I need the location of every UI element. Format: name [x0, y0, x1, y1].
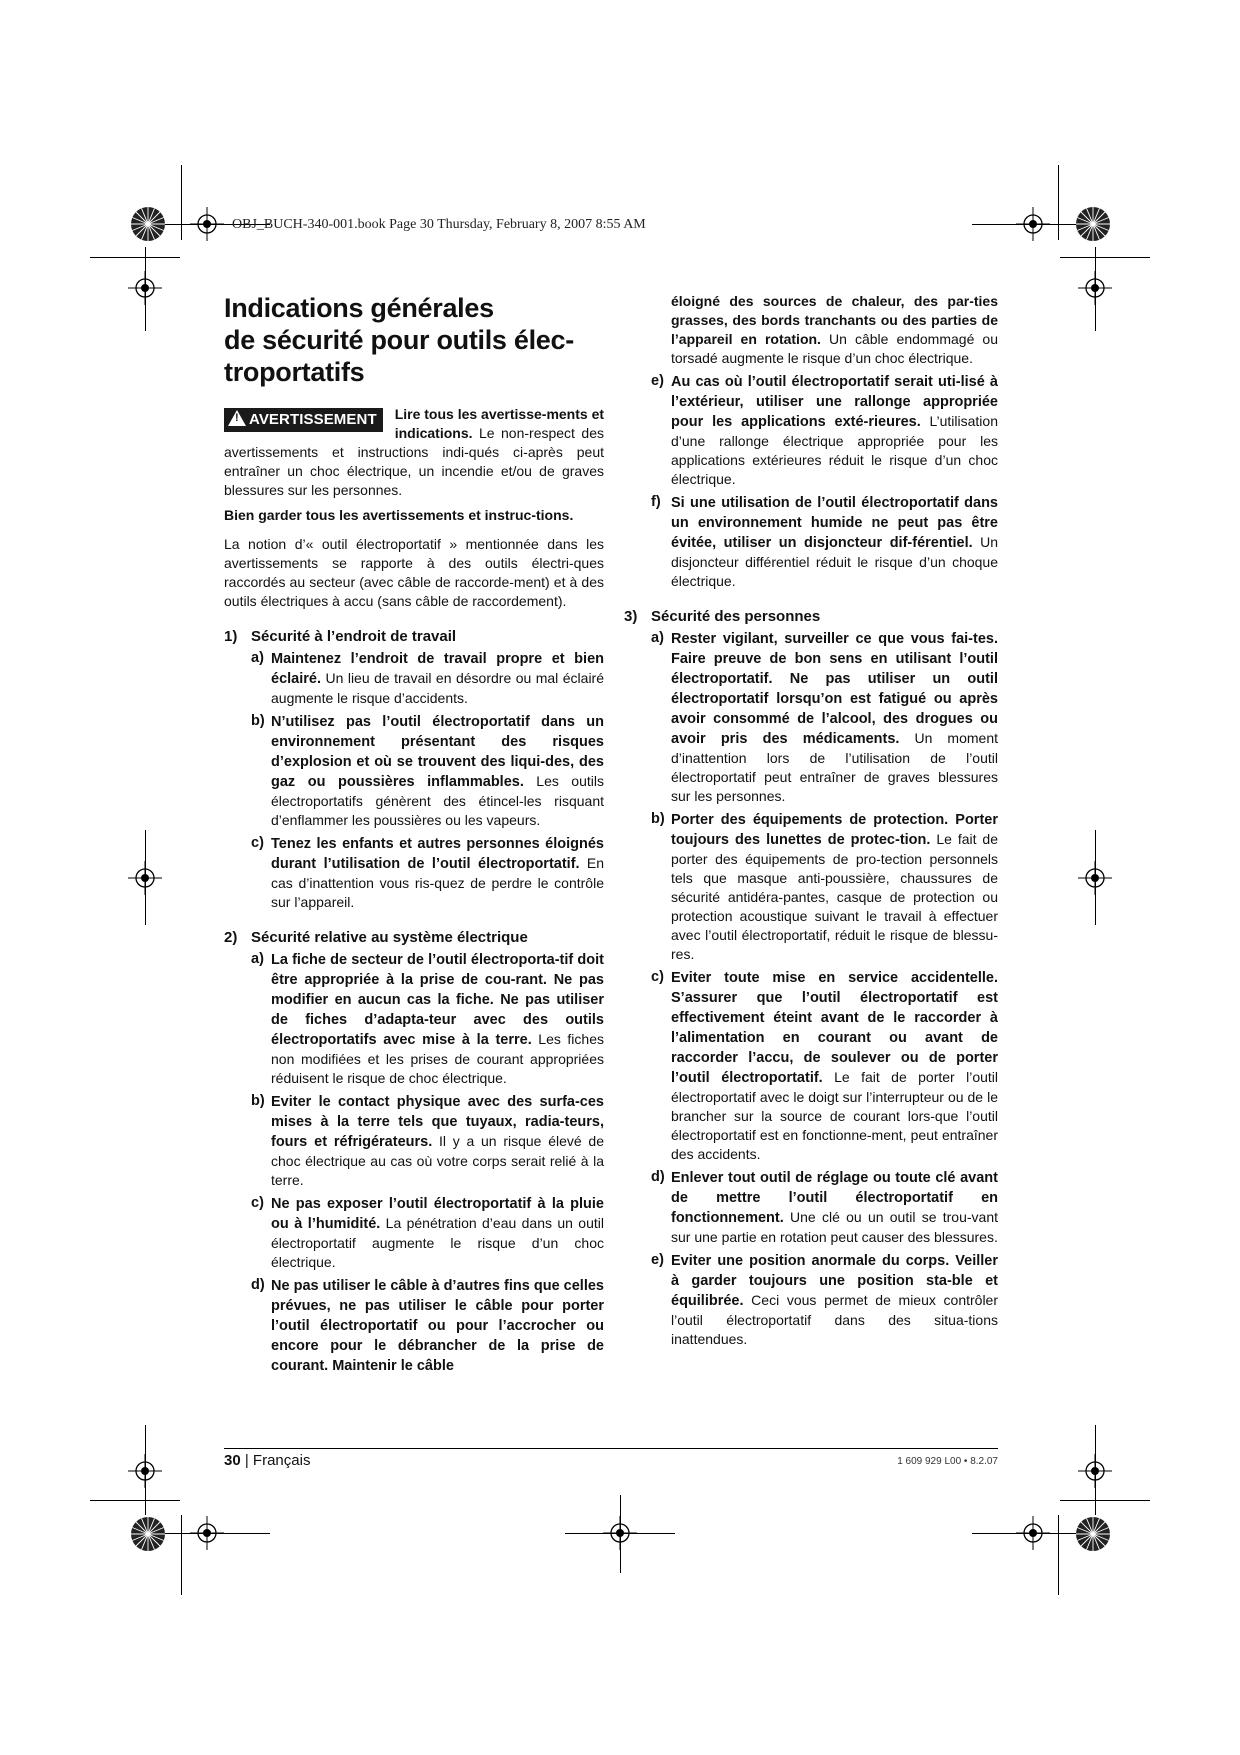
item-lead: Enlever tout outil de réglage ou toute clé avant de mettre l’outil électroportatif en fonctionnement. [671, 1170, 998, 1226]
crop-mark [90, 1500, 180, 1501]
item-lead: Porter des équipements de protection. Porter toujours des lunettes de protec-tion. [671, 812, 998, 848]
item-letter: c) [251, 1195, 264, 1211]
left-column [224, 292, 604, 1380]
item-letter: b) [251, 713, 265, 729]
item-letter: a) [651, 630, 664, 646]
crop-mark [1060, 257, 1150, 258]
crop-mark [972, 1533, 1082, 1534]
item-text: Les outils électroportatifs génèrent des étincel-les risquant d’enflammer les poussières ou les vapeurs. [271, 773, 604, 828]
crop-mark [620, 1495, 621, 1573]
item-letter: d) [251, 1277, 265, 1293]
crop-mark [1060, 1500, 1150, 1501]
list-item [251, 712, 604, 830]
section-number: 1) [224, 628, 238, 645]
item-letter: a) [251, 650, 264, 666]
notion-paragraph: La notion d’« outil électroportatif » mentionnée dans les avertissements se rapporte à des outils électri-ques raccordés au secteur (avec câble de raccorde-ment) et à des outils électriques à accu (sans câble de raccordement). [224, 536, 604, 609]
item-lead: N’utilisez pas l’outil électroportatif dans un environnement présentant des risques d’explosion et où se trouvent des liqui-des, des gaz ou poussières inflammables. [271, 714, 604, 790]
item-text: Le fait de porter des équipements de pro-tection personnels tels que masque anti-poussière, chaussures de sécurité antidéra-pantes, casque de protection ou protection acoustique suivant le travail à effectuer avec l’outil électroportatif, réduit le risque de blessu-res. [671, 831, 998, 962]
list-item [651, 1168, 998, 1247]
item-lead: Au cas où l’outil électroportatif serait uti-lisé à l’extérieur, utiliser une rallonge appropriée pour les applications exté-rieures. [671, 374, 998, 430]
item-letter: c) [651, 969, 664, 985]
page-footer-label [224, 1452, 310, 1469]
list-item [251, 649, 604, 708]
list-item [251, 834, 604, 912]
item-lead: Ne pas utiliser le câble à d’autres fins que celles prévues, ne pas utiliser le câble pour porter l’outil électroportatif ou pour l’accrocher ou encore pour le débrancher de la prise de courant. Maintenir le câble [271, 1278, 604, 1374]
list-item [251, 1092, 604, 1190]
registration-target-icon [1078, 1454, 1112, 1488]
title-line: Indications générales [224, 293, 494, 323]
list-item [251, 1276, 604, 1376]
warning-text: Le non-respect des avertissements et instructions indi-qués ci-après peut entraîner un choc électrique, un incendie et/ou de graves blessures sur les personnes. [224, 425, 604, 498]
item-text: En cas d’inattention vous ris-quez de perdre le contrôle sur l’appareil. [271, 855, 605, 910]
item-letter: d) [651, 1169, 665, 1185]
footer-language: Français [252, 1452, 311, 1469]
section-title: Sécurité des personnes [651, 608, 821, 625]
right-column [624, 292, 998, 1353]
list-item [251, 1194, 604, 1272]
warning-lead: Lire tous les avertisse-ments et indications. [394, 406, 605, 441]
item-letter: e) [651, 373, 664, 389]
footer-separator: | [240, 1452, 253, 1469]
list-item [651, 372, 998, 489]
list-item [651, 810, 998, 964]
document-code: 1 609 929 L00 • 8.2.07 [897, 1456, 998, 1467]
item-lead: Eviter une position anormale du corps. Veiller à garder toujours une position sta-ble et équilibrée. [671, 1253, 998, 1309]
starburst-mark-icon [1075, 206, 1111, 242]
page-number: 30 [224, 1452, 241, 1469]
item-text: Un disjoncteur différentiel réduit le risque d’un choque électrique. [671, 534, 998, 589]
warning-badge-label: AVERTISSEMENT [249, 411, 377, 428]
registration-target-icon [128, 861, 162, 895]
keep-instructions: Bien garder tous les avertissements et instruc-tions. [224, 507, 574, 523]
section-number: 2) [224, 929, 238, 946]
item-text: Un câble endommagé ou torsadé augmente le risque d’un choc électrique. [671, 331, 998, 366]
title-line: de sécurité pour outils élec- [224, 325, 574, 355]
crop-mark [181, 1515, 182, 1595]
crop-mark [181, 165, 182, 240]
item-text: Le fait de porter l’outil électroportatif avec le doigt sur l’interrupteur ou de le brancher sur la source de courant lors-que l’outil électroportatif est en fonctionne-ment, peut entraîner des accidents. [671, 1069, 999, 1162]
item-letter: a) [251, 951, 264, 967]
item-letter: b) [251, 1093, 265, 1109]
item-text: Il y a un risque élevé de choc électrique au cas où votre corps serait relié à la terre. [271, 1133, 604, 1188]
list-item [651, 493, 998, 591]
item-lead: Si une utilisation de l’outil électroportatif dans un environnement humide ne peut pas être évitée, utiliser un disjoncteur dif-férentiel. [671, 495, 998, 551]
item-lead: éloigné des sources de chaleur, des par-ties grasses, des bords tranchants ou des parties de l’appareil en rotation. [671, 293, 998, 347]
list-item [251, 950, 604, 1088]
item-lead: Tenez les enfants et autres personnes éloignés durant l’utilisation de l’outil électroportatif. [271, 836, 604, 872]
crop-mark [160, 1533, 270, 1534]
item-letter: e) [651, 1252, 664, 1268]
registration-target-icon [128, 1454, 162, 1488]
section-heading [624, 607, 998, 626]
item-lead: Rester vigilant, surveiller ce que vous fai-tes. Faire preuve de bon sens en utilisant l’outil électroportatif. Ne pas utiliser un outil électroportatif lorsqu’on est fatigué ou après avoir consommé de l’alcool, des drogues ou avoir pris des médicaments. [671, 631, 998, 747]
item-lead: La fiche de secteur de l’outil électroporta-tif doit être appropriée à la prise de cou-rant. Ne pas modifier en aucun cas la fiche. Ne pas utiliser de fiches d’adapta-teur avec des outils électroportatifs avec mise à la terre. [271, 952, 604, 1048]
list-item [651, 968, 998, 1164]
warning-badge [224, 408, 383, 432]
item-text: Un moment d’inattention lors de l’utilisation de l’outil électroportatif peut entraîner de graves blessures sur les personnes. [671, 730, 999, 804]
item-text: Les fiches non modifiées et les prises de courant appropriées réduisent le risque de choc électrique. [271, 1031, 604, 1086]
page-title [224, 292, 604, 388]
item-lead: Maintenez l’endroit de travail propre et bien éclairé. [271, 651, 604, 687]
registration-target-icon [1078, 271, 1112, 305]
starburst-mark-icon [1075, 1516, 1111, 1552]
item-lead: Eviter le contact physique avec des surfa-ces mises à la terre tels que tuyaux, radia-teurs, fours et réfrigérateurs. [271, 1094, 604, 1150]
item-text: Ceci vous permet de mieux contrôler l’outil électroportatif dans des situa-tions inattendues. [671, 1292, 998, 1347]
print-header-line: OBJ_BUCH-340-001.book Page 30 Thursday, February 8, 2007 8:55 AM [232, 217, 646, 232]
section-number: 3) [624, 608, 638, 625]
section-heading [224, 627, 604, 646]
section-heading [224, 928, 604, 947]
registration-target-icon [128, 271, 162, 305]
section-title: Sécurité relative au système électrique [251, 929, 528, 946]
item-letter: b) [651, 811, 665, 827]
warning-triangle-icon [228, 410, 246, 426]
item-lead: Ne pas exposer l’outil électroportatif à la pluie ou à l’humidité. [271, 1196, 604, 1232]
warning-block [224, 405, 604, 500]
item-text: L’utilisation d’une rallonge électrique appropriée pour les applications extérieures réduit le risque d’un choc électrique. [671, 413, 998, 487]
starburst-mark-icon [130, 206, 166, 242]
item-text: Une clé ou un outil se trou-vant sur une partie en rotation peut causer des blessures. [671, 1209, 998, 1245]
list-item [651, 629, 998, 806]
item-letter: f) [651, 494, 661, 510]
item-lead: Eviter toute mise en service accidentelle. S’assurer que l’outil électroportatif est effectivement éteint avant de le raccorder à l’alimentation en courant ou avant de raccorder l’accu, de soulever ou de porter l’outil électroportatif. [671, 970, 998, 1086]
list-item [651, 1251, 998, 1349]
list-item-continuation [671, 292, 998, 368]
crop-mark [90, 257, 180, 258]
item-letter: c) [251, 835, 264, 851]
starburst-mark-icon [130, 1516, 166, 1552]
footer-divider [224, 1448, 998, 1449]
item-text: Un lieu de travail en désordre ou mal éclairé augmente le risque d’accidents. [271, 670, 604, 706]
item-text: La pénétration d’eau dans un outil électroportatif augmente le risque d’un choc électrique. [271, 1215, 604, 1270]
crop-mark [1058, 165, 1059, 240]
section-title: Sécurité à l’endroit de travail [251, 628, 457, 645]
registration-target-icon [1078, 861, 1112, 895]
crop-mark [972, 224, 1082, 225]
title-line: troportatifs [224, 357, 365, 387]
crop-mark [1058, 1515, 1059, 1595]
